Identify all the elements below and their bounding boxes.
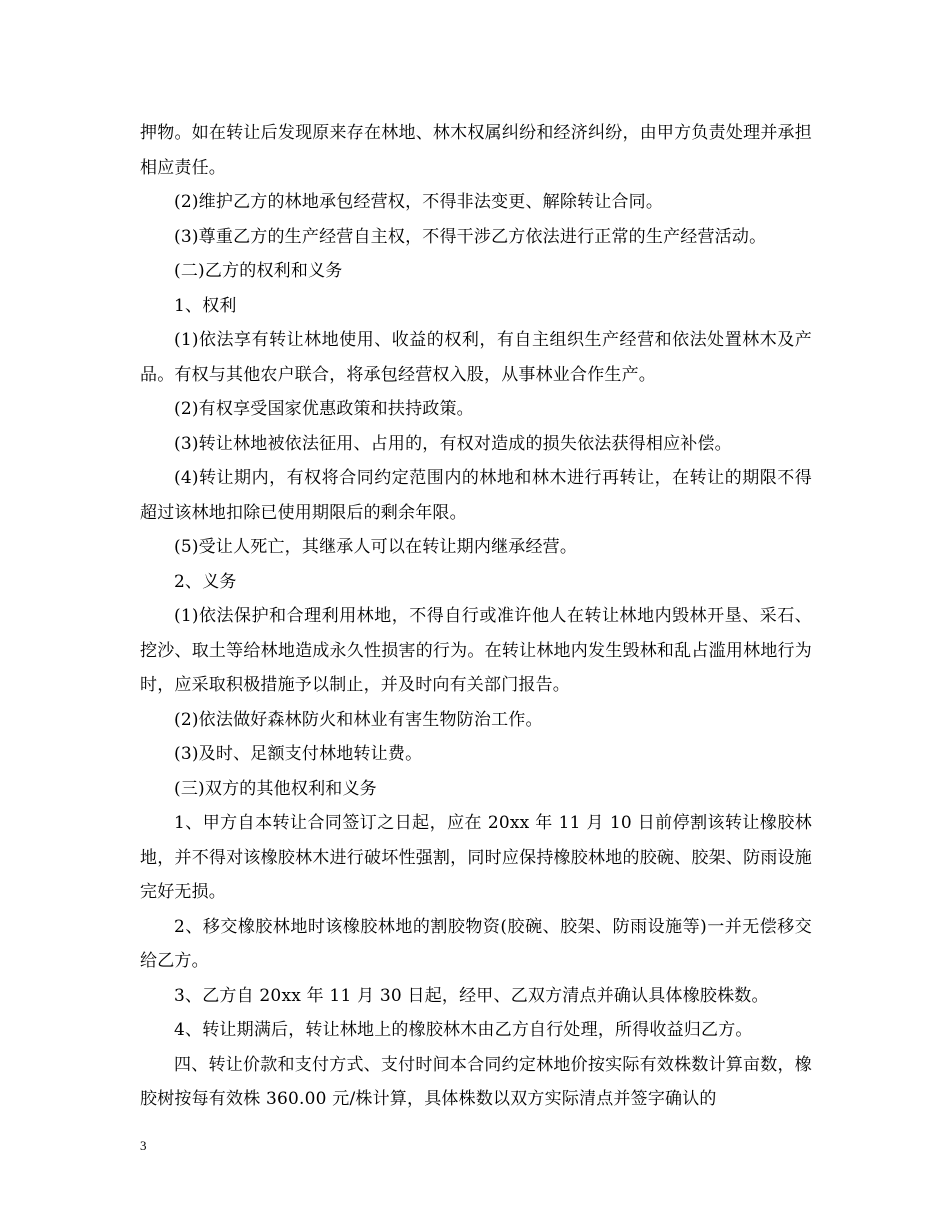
paragraph: (3)转让林地被依法征用、占用的，有权对造成的损失依法获得相应补偿。 bbox=[174, 433, 732, 454]
paragraph: (1)依法享有转让林地使用、收益的权利，有自主组织生产经营和依法处置林木及产品。有权与其他农户联合，将承包经营权入股，从事林业合作生产。 bbox=[140, 330, 812, 385]
paragraph: 1、甲方自本转让合同签订之日起，应在 20xx 年 11 月 10 日前停割该转让橡胶林地，并不得对该橡胶林木进行破坏性强割，同时应保持橡胶林地的胶碗、胶架、防雨设施完好无损。 bbox=[140, 813, 812, 902]
paragraph-continuation: 押物。如在转让后发现原来存在林地、林木权属纠纷和经济纠纷，由甲方负责处理并承担相应责任。 bbox=[140, 123, 812, 178]
paragraph: (3)尊重乙方的生产经营自主权，不得干涉乙方依法进行正常的生产经营活动。 bbox=[174, 226, 767, 247]
paragraph: (1)依法保护和合理利用林地，不得自行或准许他人在转让林地内毁林开垦、采石、挖沙、取土等给林地造成永久性损害的行为。在转让林地内发生毁林和乱占滥用林地行为时，应采取积极措施予以制止，并及时向有关部门报告。 bbox=[140, 606, 812, 695]
paragraph: (4)转让期内，有权将合同约定范围内的林地和林木进行再转让，在转让的期限不得超过该林地扣除已使用期限后的剩余年限。 bbox=[140, 468, 812, 523]
paragraph: 2、移交橡胶林地时该橡胶林地的割胶物资(胶碗、胶架、防雨设施等)一并无偿移交给乙方。 bbox=[140, 916, 812, 971]
paragraph: (2)依法做好森林防火和林业有害生物防治工作。 bbox=[174, 709, 543, 730]
paragraph: 3、乙方自 20xx 年 11 月 30 日起，经甲、乙双方清点并确认具体橡胶株数。 bbox=[174, 985, 769, 1006]
document-body bbox=[140, 116, 812, 1117]
paragraph: 4、转让期满后，转让林地上的橡胶林木由乙方自行处理，所得收益归乙方。 bbox=[174, 1020, 753, 1040]
section-heading: (二)乙方的权利和义务 bbox=[174, 261, 343, 281]
subsection-heading: 1、权利 bbox=[174, 295, 237, 316]
paragraph: (5)受让人死亡，其继承人可以在转让期内继承经营。 bbox=[174, 537, 578, 557]
page-number: 3 bbox=[140, 1138, 147, 1153]
section-heading: (三)双方的其他权利和义务 bbox=[174, 778, 377, 799]
paragraph: (2)维护乙方的林地承包经营权，不得非法变更、解除转让合同。 bbox=[174, 192, 664, 212]
subsection-heading: 2、义务 bbox=[174, 571, 237, 592]
paragraph: 四、转让价款和支付方式、支付时间本合同约定林地价按实际有效株数计算亩数，橡胶树按每有效株 360.00 元/株计算，具体株数以双方实际清点并签字确认的 bbox=[140, 1054, 812, 1109]
paragraph: (2)有权享受国家优惠政策和扶持政策。 bbox=[174, 399, 474, 419]
paragraph: (3)及时、足额支付林地转让费。 bbox=[174, 744, 423, 764]
